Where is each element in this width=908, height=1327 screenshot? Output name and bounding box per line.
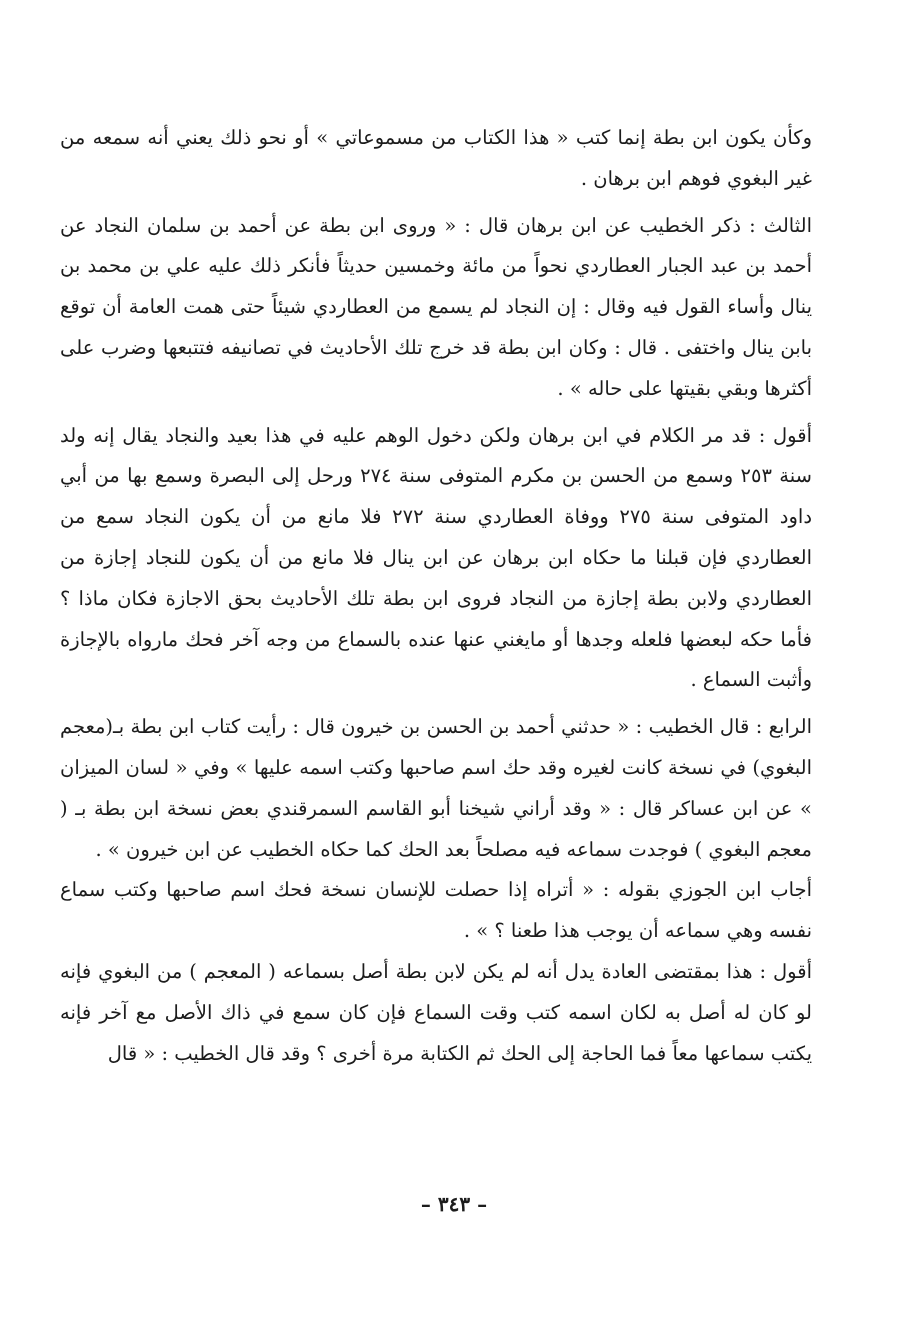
paragraph-ibn-battah-note: وكأن يكون ابن بطة إنما كتب « هذا الكتاب من مسموعاتي » أو نحو ذلك يعني أنه سمعه من غير البغوي فوهم ابن برهان . — [60, 126, 812, 190]
page-number: – ٣٤٣ – — [420, 1192, 488, 1216]
page-body — [60, 118, 812, 1074]
paragraph-author-reply-2: أقول : هذا بمقتضى العادة يدل أنه لم يكن لابن بطة أصل بسماعه ( المعجم ) من البغوي فإنه لو كان له أصل به لكان اسمه كتب وقت السماع فإن كان سمع في ذاك الأصل مع آخر فإنه يكتب سماعها معاً فما الحاجة إلى الحك ثم الكتابة مرة أخرى ؟ وقد قال الخطيب : « قال — [60, 959, 812, 1065]
paragraph-third-point: الثالث : ذكر الخطيب عن ابن برهان قال : « وروى ابن بطة عن أحمد بن سلمان النجاد عن أحمد بن عبد الجبار العطاردي نحواً من مائة وخمسين حديثاً فأنكر ذلك عليه علي بن محمد بن ينال وأساء القول فيه وقال : إن النجاد لم يسمع من العطاردي شيئاً حتى همت العامة أن توقع بابن ينال واختفى . قال : وكان ابن بطة قد خرج تلك الأحاديث في تصانيفه فتتبعها وضرب على أكثرها وبقي بقيتها على حاله » . — [60, 213, 812, 400]
paragraph-ibn-al-jawzi-answer: أجاب ابن الجوزي بقوله : « أتراه إذا حصلت للإنسان نسخة فحك اسم صاحبها وكتب سماع نفسه وهي سماعه أن يوجب هذا طعنا ؟ » . — [60, 878, 812, 943]
paragraph-fourth-point: الرابع : قال الخطيب : « حدثني أحمد بن الحسن بن خيرون قال : رأيت كتاب ابن بطة بـ(معجم البغوي) في نسخة كانت لغيره وقد حك اسم صاحبها وكتب اسمه عليها » وفي « لسان الميزان » عن ابن عساكر قال : « وقد أراني شيخنا أبو القاسم السمرقندي بعض نسخة ابن بطة بـ ( معجم البغوي ) فوجدت سماعه فيه مصلحاً بعد الحك كما حكاه الخطيب عن ابن خيرون » . — [60, 715, 812, 861]
paragraph-author-reply-1: أقول : قد مر الكلام في ابن برهان ولكن دخول الوهم عليه في هذا بعيد والنجاد يقال إنه ولد سنة ٢٥٣ وسمع من الحسن بن مكرم المتوفى سنة ٢٧٤ ورحل إلى البصرة وسمع بها من أبي داود المتوفى سنة ٢٧٥ ووفاة العطاردي سنة ٢٧٢ فلا مانع من أن يكون النجاد سمع من العطاردي فإن قبلنا ما حكاه ابن برهان عن ابن ينال فلا مانع من أن يكون للنجاد إجازة من العطاردي ولابن بطة إجازة من النجاد فروى ابن بطة تلك الأحاديث بحق الاجازة فكان ماذا ؟ فأما حكه لبعضها فلعله وجدها أو مايغني عنها عنده بالسماع من وجه آخر فحك مارواه بالإجازة وأثبت السماع . — [60, 423, 812, 692]
